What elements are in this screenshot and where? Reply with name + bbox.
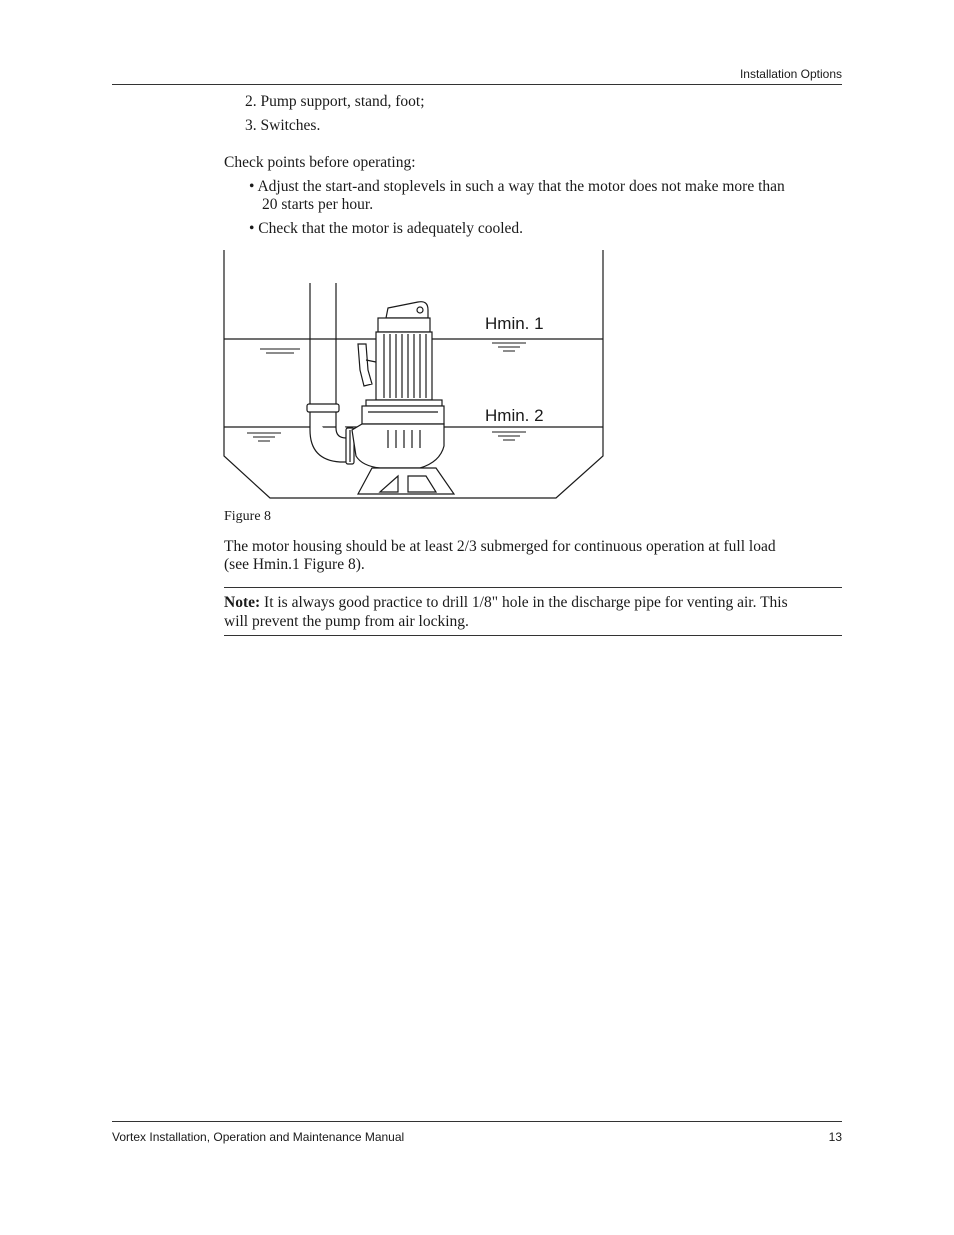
bullet-item-continuation: 20 starts per hour. [262, 196, 374, 213]
bullet-item: • Adjust the start-and stoplevels in such a way that the motor does not make more than [249, 178, 785, 195]
paragraph-line: (see Hmin.1 Figure 8). [224, 556, 365, 573]
note-text: It is always good practice to drill 1/8" hole in the discharge pipe for venting air. This [260, 594, 788, 611]
running-header: Installation Options [739, 67, 842, 81]
water-level-symbols [247, 343, 526, 441]
sump-outline [224, 250, 603, 498]
list-item: 2. Pump support, stand, foot; [245, 93, 425, 110]
footer-manual-title: Vortex Installation, Operation and Maintenance Manual [112, 1130, 405, 1144]
note-line: will prevent the pump from air locking. [224, 613, 469, 630]
header-rule [112, 84, 842, 85]
paragraph-line: The motor housing should be at least 2/3 submerged for continuous operation at full load [224, 538, 776, 555]
discharge-pipe [307, 283, 354, 464]
note-bottom-rule [224, 635, 842, 636]
submersible-pump [352, 302, 454, 494]
figure-caption: Figure 8 [224, 509, 272, 524]
page-number: 13 [828, 1130, 842, 1144]
check-heading: Check points before operating: [224, 154, 416, 171]
hmin1-label: Hmin. 1 [485, 314, 544, 333]
hmin2-label: Hmin. 2 [485, 406, 544, 425]
footer-rule [112, 1121, 842, 1122]
bullet-item: • Check that the motor is adequately cooled. [249, 220, 524, 237]
note-line [224, 593, 788, 612]
note-top-rule [224, 587, 842, 588]
list-item: 3. Switches. [245, 117, 321, 134]
note-label: Note: [224, 594, 261, 611]
